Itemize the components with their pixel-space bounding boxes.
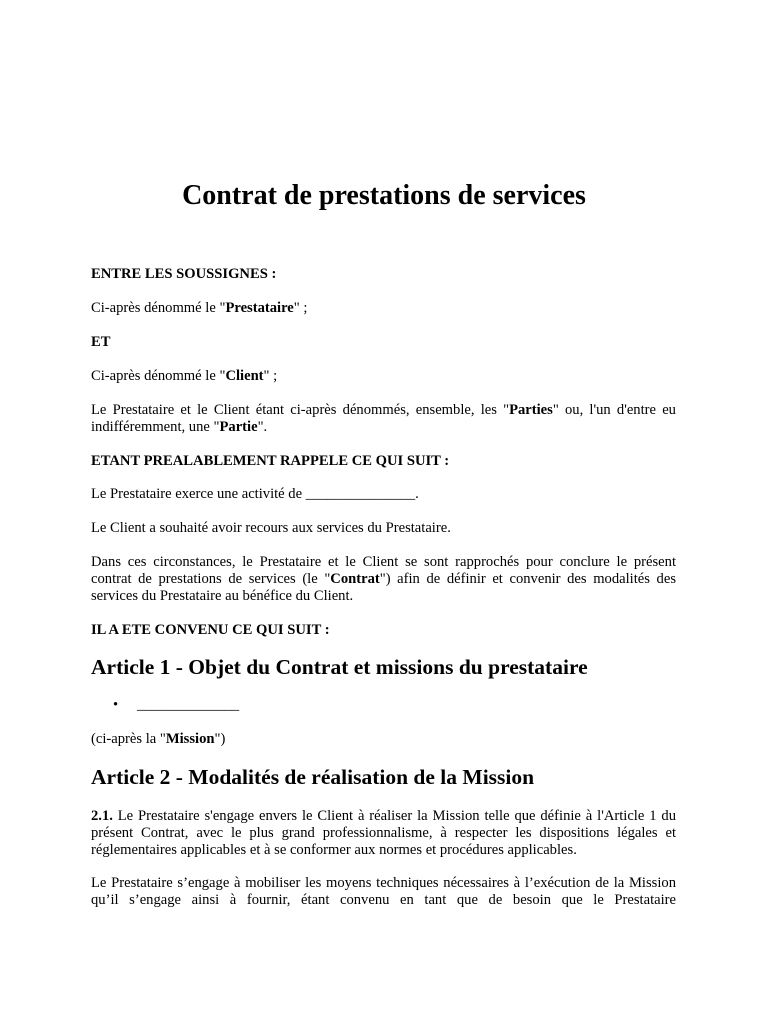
- mission-term: Mission: [165, 731, 215, 747]
- parties-term: Parties: [509, 402, 553, 418]
- document-title: Contrat de prestations de services: [182, 180, 586, 211]
- article-1-heading: Article 1 - Objet du Contrat et missions du prestataire: [91, 655, 588, 679]
- client-term: Client: [225, 368, 264, 384]
- list-item: [113, 697, 239, 714]
- recours-paragraph: Le Client a souhaité avoir recours aux services du Prestataire.: [91, 520, 451, 536]
- activite-paragraph: Le Prestataire exerce une activité de _______________.: [91, 486, 419, 502]
- article-2-heading: Article 2 - Modalités de réalisation de la Mission: [91, 765, 535, 789]
- between-heading: ENTRE LES SOUSSIGNES :: [91, 266, 277, 282]
- partie-term: Partie: [219, 419, 258, 435]
- parties-paragraph: Le Prestataire et le Client étant ci-après dénommés, ensemble, les "Parties" ou, l'un d'entre eu indifféremment, une "Partie".: [91, 402, 676, 435]
- bullet-text: ______________: [137, 697, 240, 713]
- prestataire-term: Prestataire: [225, 300, 294, 316]
- clause-2-1-paragraph: 2.1. Le Prestataire s'engage envers le Client à réaliser la Mission telle que définie à l'Article 1 du présent Contrat, avec le plus grand professionnalisme, à respecter les dispositions légales et réglementaires applicables et à se conformer aux normes et procédures applicables.: [91, 808, 676, 858]
- clause-number: 2.1.: [91, 808, 113, 824]
- prestataire-paragraph: Ci-après dénommé le "Prestataire" ;: [91, 300, 308, 316]
- moyens-paragraph: Le Prestataire s’engage à mobiliser les moyens techniques nécessaires à l’exécution de la Mission qu’il s’engage ainsi à fournir, étant convenu en tant que de besoin que le Prestataire: [91, 875, 676, 908]
- client-paragraph: Ci-après dénommé le "Client" ;: [91, 368, 278, 384]
- mission-paragraph: (ci-après la "Mission"): [91, 731, 226, 747]
- contrat-term: Contrat: [330, 571, 380, 587]
- et-label: ET: [91, 334, 111, 350]
- circonstances-paragraph: Dans ces circonstances, le Prestataire et le Client se sont rapprochés pour conclure le présent contrat de prestations de services (le "Contrat") afin de définir et convenir des modalités des services du Prestataire au bénéfice du Client.: [91, 554, 676, 604]
- prealable-heading: ETANT PREALABLEMENT RAPPELE CE QUI SUIT :: [91, 453, 450, 469]
- bullet-icon: •: [113, 697, 119, 713]
- convenu-heading: IL A ETE CONVENU CE QUI SUIT :: [91, 622, 330, 638]
